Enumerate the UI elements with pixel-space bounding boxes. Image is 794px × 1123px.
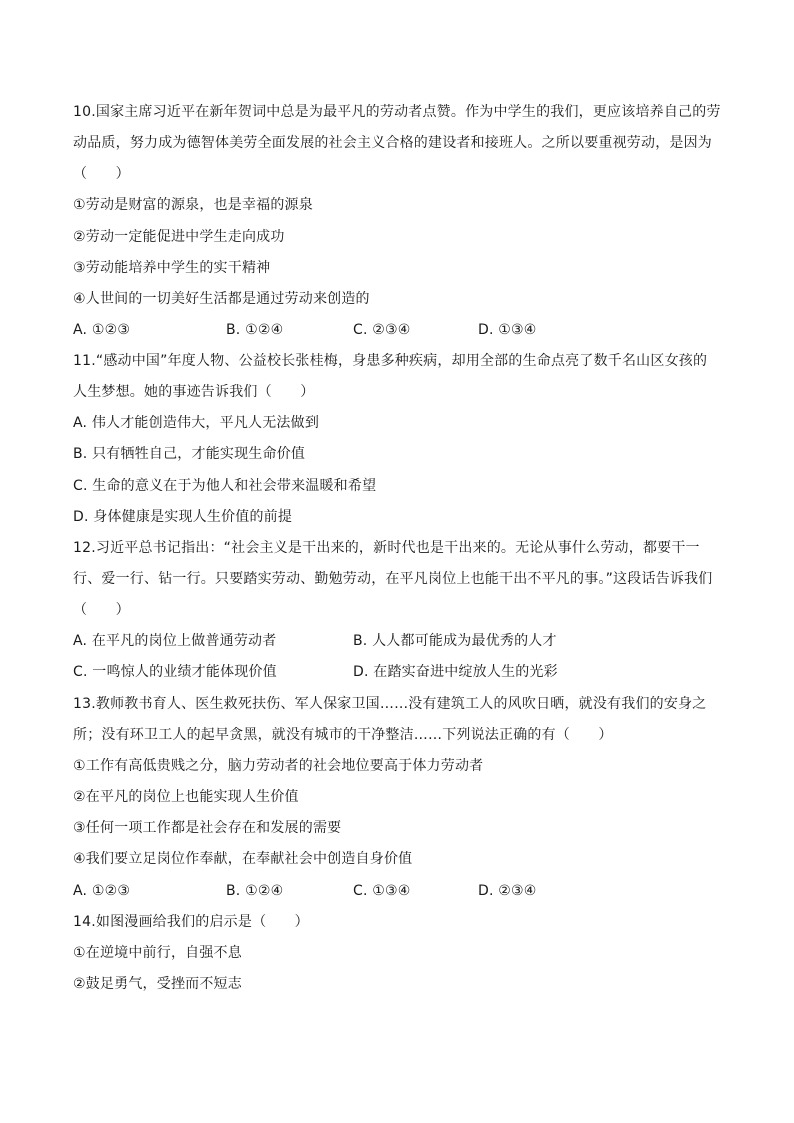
q12-stem-line-2: 行、爱一行、钻一行。只要踏实劳动、勤勉劳动，在平凡岗位上也能干出不平凡的事。”这段话告诉我们 — [73, 571, 713, 587]
q13-statement-4: ④我们要立足岗位作奉献，在奉献社会中创造自身价值 — [73, 851, 413, 867]
q13-stem-line-2: 所；没有环卫工人的起早贪黑，就没有城市的干净整洁……下列说法正确的有（ ） — [73, 727, 613, 743]
q11-option-d: D. 身体健康是实现人生价值的前提 — [73, 509, 293, 525]
q13-option-d: D. ②③④ — [478, 883, 537, 899]
q10-option-a: A. ①②③ — [73, 322, 131, 338]
q13-statement-2: ②在平凡的岗位上也能实现人生价值 — [73, 789, 299, 805]
q10-stem-line-1: 10.国家主席习近平在新年贺词中总是为最平凡的劳动者点赞。作为中学生的我们，更应该培养自己的劳 — [73, 104, 721, 120]
q10-statement-3: ③劳动能培养中学生的实干精神 — [73, 260, 271, 276]
q13-stem-line-1: 13.教师教书育人、医生救死扶伤、军人保家卫国……没有建筑工人的风吹日晒，就没有我们的安身之 — [73, 696, 707, 712]
q13-option-b: B. ①②④ — [226, 883, 284, 899]
q11-stem-line-2: 人生梦想。她的事迹告诉我们（ ） — [73, 384, 315, 400]
q12-option-c: C. 一鸣惊人的业绩才能体现价值 — [73, 664, 277, 680]
q10-option-c: C. ②③④ — [353, 322, 411, 338]
q14-statement-1: ①在逆境中前行，自强不息 — [73, 945, 242, 961]
q11-option-c: C. 生命的意义在于为他人和社会带来温暖和希望 — [73, 478, 377, 494]
q12-option-d: D. 在踏实奋进中绽放人生的光彩 — [353, 664, 558, 680]
q12-stem-line-1: 12.习近平总书记指出：“社会主义是干出来的，新时代也是干出来的。无论从事什么劳动，都要干一 — [73, 540, 700, 556]
q10-stem-line-2: 动品质，努力成为德智体美劳全面发展的社会主义合格的建设者和接班人。之所以要重视劳动，是因为 — [73, 135, 712, 151]
q11-option-a: A. 伟人才能创造伟大，平凡人无法做到 — [73, 415, 320, 431]
q10-answer-blank: （ ） — [73, 166, 130, 182]
q10-statement-1: ①劳动是财富的源泉，也是幸福的源泉 — [73, 197, 313, 213]
q13-option-c: C. ①③④ — [353, 883, 411, 899]
q14-statement-2: ②鼓足勇气，受挫而不短志 — [73, 976, 242, 992]
q12-option-b: B. 人人都可能成为最优秀的人才 — [353, 633, 557, 649]
q10-option-b: B. ①②④ — [226, 322, 284, 338]
q13-option-a: A. ①②③ — [73, 883, 131, 899]
q12-answer-blank: （ ） — [73, 602, 130, 618]
q11-option-b: B. 只有牺牲自己，才能实现生命价值 — [73, 446, 306, 462]
q11-stem-line-1: 11.“感动中国”年度人物、公益校长张桂梅，身患多种疾病，却用全部的生命点亮了数千名山区女孩的 — [73, 353, 708, 369]
q14-stem: 14.如图漫画给我们的启示是（ ） — [73, 914, 309, 930]
q12-option-a: A. 在平凡的岗位上做普通劳动者 — [73, 633, 277, 649]
q10-statement-4: ④人世间的一切美好生活都是通过劳动来创造的 — [73, 291, 370, 307]
q10-statement-2: ②劳动一定能促进中学生走向成功 — [73, 229, 285, 245]
q10-option-d: D. ①③④ — [478, 322, 537, 338]
q13-statement-1: ①工作有高低贵贱之分，脑力劳动者的社会地位要高于体力劳动者 — [73, 758, 484, 774]
q13-statement-3: ③任何一项工作都是社会存在和发展的需要 — [73, 820, 342, 836]
